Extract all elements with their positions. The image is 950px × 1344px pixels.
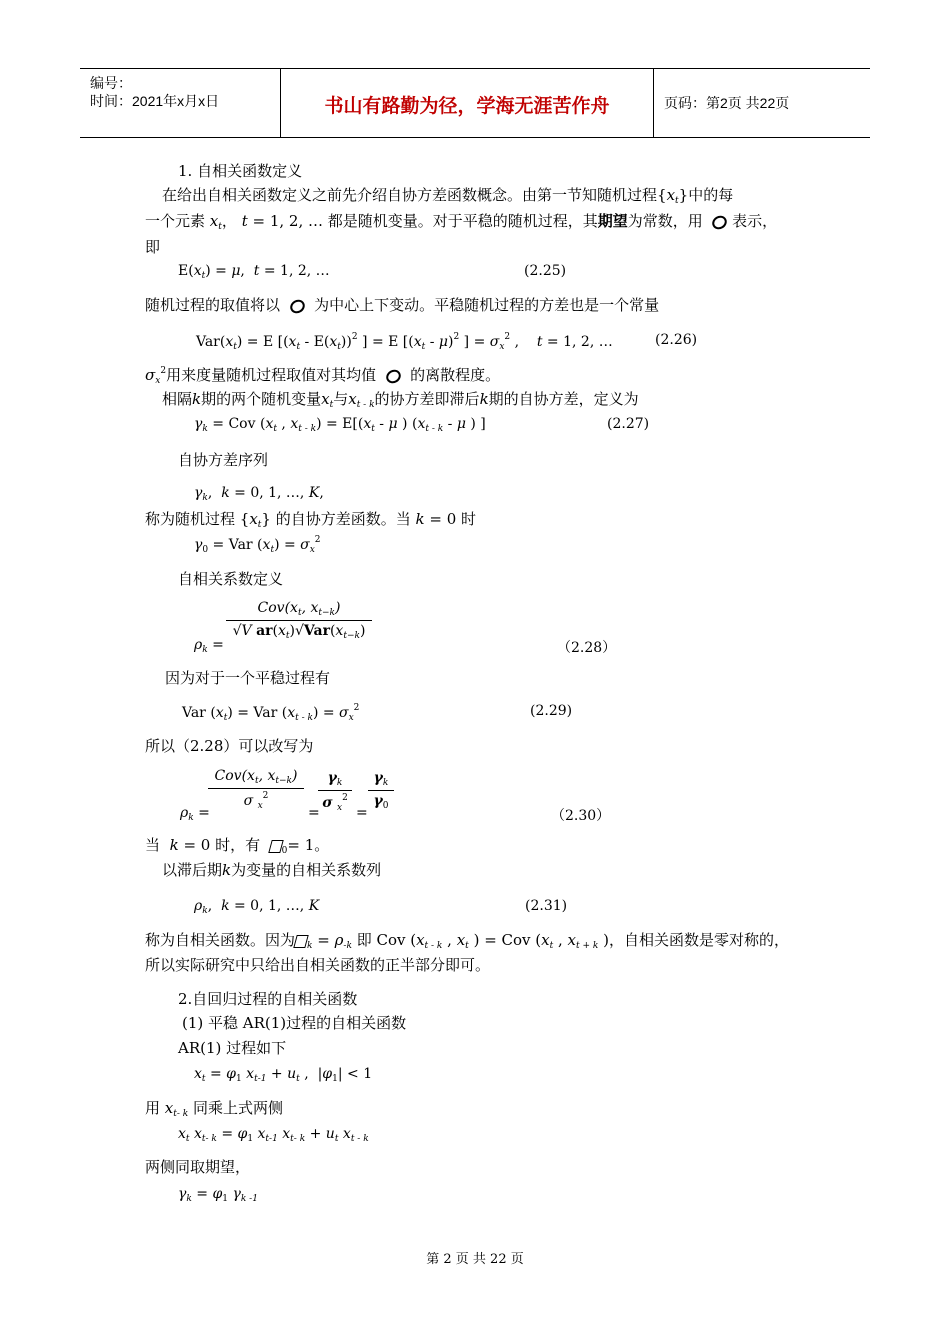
section-1-title: 1. 自相关函数定义 <box>178 162 303 180</box>
equation-2-28-lhs: $\rho_k$ = <box>194 637 224 655</box>
paragraph-3: 即 <box>145 238 161 256</box>
motto: 书山有路勤为径，学海无涯苦作舟 <box>324 95 610 117</box>
equation-2-30-fraction-1: $Cov(x_t$, $x_{t-k}$) σ $_x^2$ <box>208 768 304 811</box>
paragraph-18: 两侧同取期望， <box>145 1158 251 1176</box>
equation-2-26: $Var(x_t) = E$ [$(x_t - E(x_t))^2$ ] = E [$(x_t - \mu)^2$ ] = $\sigma_x^2$ , t = 1, 2, … <box>196 332 613 352</box>
paragraph-6: 相隔k期的两个随机变量$x_t$与$x_{t - k}$的协方差即滞后k期的自协方差，定义为 <box>162 390 639 410</box>
equals-sign: = <box>356 805 368 821</box>
header-left-cell <box>80 69 281 137</box>
equation-number-2-25: (2.25) <box>524 263 567 279</box>
equation-gamma0: $\gamma_0$ = Var $(x_t) = \sigma_x^2$ <box>194 535 321 555</box>
paragraph-14: 称为自相关函数。因为 $_k = \rho_{-k}$ 即 Cov ($x_{t - k}$ , $x_t$ ) = Cov ($x_t$ , $x_{t + k}$ )，自相关函数是零对称的， <box>145 931 789 951</box>
mu-symbol-icon <box>383 367 402 386</box>
section-2-title: 2.自回归过程的自相关函数 <box>178 990 358 1008</box>
equation-ar1-multiplied: $x_t$ $x_{t- k} = \varphi_1$ $x_{t-1}$ $x_{t- k} + u_t$ $x_{t - k}$ <box>178 1126 369 1144</box>
equation-number-2-26: (2.26) <box>655 332 698 348</box>
paragraph-16: AR(1) 过程如下 <box>178 1039 287 1057</box>
equation-2-31: $\rho_k$, k = 0, 1, …, K <box>194 898 320 916</box>
paragraph-11: 所以（2.28）可以改写为 <box>145 737 314 755</box>
equation-2-30-fraction-2: $\gamma_k$ σ $_x^2$ <box>318 770 352 813</box>
equation-autocov-seq: $\gamma_k$, k = 0, 1, …, K, <box>194 485 324 503</box>
date-label: 时间：2021年x月x日 <box>90 93 220 109</box>
paragraph-9: 自相关系数定义 <box>178 570 284 588</box>
paragraph-15: 所以实际研究中只给出自相关函数的正半部分即可。 <box>145 956 491 974</box>
equals-sign: = <box>308 805 320 821</box>
mu-symbol-icon <box>287 297 306 316</box>
paragraph-12: 当 k = 0 时，有 $_0$= 1。 <box>145 836 330 856</box>
equation-2-30-lhs: $\rho_k$ = <box>180 805 210 823</box>
equation-ar1-expectation: $\gamma_k = \varphi_1$ $\gamma_{k -1}$ <box>178 1186 258 1204</box>
equation-number-2-27: (2.27) <box>607 416 650 432</box>
paragraph-10: 因为对于一个平稳过程有 <box>165 669 331 687</box>
header-table <box>80 68 870 138</box>
equation-number-2-28: （2.28） <box>557 640 617 656</box>
page-label: 页码：第2页 共22页 <box>664 95 790 111</box>
equation-number-2-31: (2.31) <box>525 898 568 914</box>
paragraph-8: 称为随机过程 $\{x_t\}$ 的自协方差函数。当 k = 0 时 <box>145 510 477 530</box>
paragraph-7: 自协方差序列 <box>178 451 269 469</box>
equation-2-28-fraction: $Cov(x_t$, $x_{t-k}$) √V $ar(x_t)√Var(x_{t-k})$ <box>226 600 372 641</box>
mu-symbol-icon <box>710 213 729 232</box>
equation-2-25: $E(x_t) = \mu$, t = 1, 2, … <box>178 263 330 281</box>
equation-2-30-fraction-3: $\gamma_k$ $\gamma_0$ <box>368 770 394 811</box>
equation-ar1: $x_t = \varphi_1$ $x_{t-1} + u_t$ , $|\varphi_1| < 1$ <box>194 1066 373 1084</box>
page-footer: 第 2 页 共 22 页 <box>426 1252 524 1267</box>
section-2-subtitle: (1) 平稳 AR(1)过程的自相关函数 <box>182 1014 407 1032</box>
paragraph-13: 以滞后期k为变量的自相关系数列 <box>162 861 382 879</box>
paragraph-5: $\sigma_x^2$用来度量随机过程取值对其均值 的离散程度。 <box>145 366 501 386</box>
equation-2-27: $\gamma_k$ = Cov ($x_t$ , $x_{t - k}) = E[(x_t - \mu$ ) ($x_{t - k}$ - μ ) ] <box>194 416 486 434</box>
paragraph-1: 在给出自相关函数定义之前先介绍自协方差函数概念。由第一节知随机过程$\{x_t\}$中的每 <box>162 186 734 206</box>
header-center-cell <box>281 69 654 137</box>
header-right-cell <box>654 69 870 137</box>
paragraph-2: 一个元素 $x_t$， t = 1, 2, … 都是随机变量。对于平稳的随机过程，其期望为常数，用 表示， <box>145 212 778 232</box>
equation-2-29: Var $(x_t)$ = Var $(x_{t - k}) = \sigma_x^2$ <box>182 703 360 723</box>
paragraph-4: 随机过程的取值将以 为中心上下变动。平稳随机过程的方差也是一个常量 <box>145 296 660 314</box>
serial-label: 编号： <box>90 75 132 91</box>
equation-number-2-30: （2.30） <box>551 808 611 824</box>
equation-number-2-29: (2.29) <box>530 703 573 719</box>
paragraph-17: 用 $x_{t- k}$ 同乘上式两侧 <box>145 1099 284 1119</box>
